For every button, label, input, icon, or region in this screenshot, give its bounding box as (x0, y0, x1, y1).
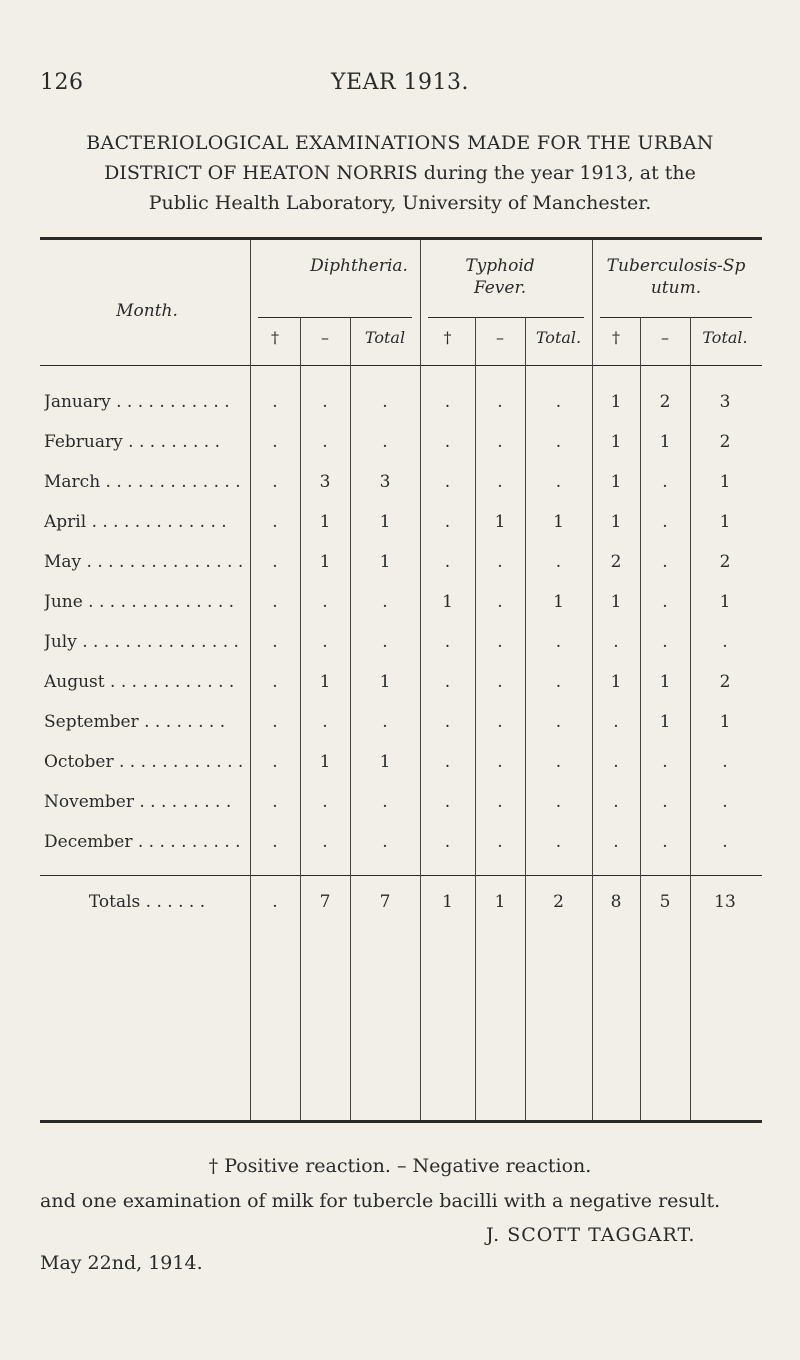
table-cell: . (662, 752, 668, 772)
table-cell: . (497, 632, 503, 652)
table-cell: 1 (659, 672, 671, 692)
totals-cell: 1 (442, 892, 453, 912)
title-line-1: BACTERIOLOGICAL EXAMINATIONS MADE FOR THE URBAN (86, 132, 714, 154)
table-cell: . (272, 552, 278, 572)
legend-line: † Positive reaction. – Negative reaction. (208, 1155, 592, 1177)
table-cell: 1 (379, 752, 391, 772)
table-cell: . (497, 752, 503, 772)
table-cell: 1 (719, 712, 731, 732)
subheader-2-1: – (661, 328, 669, 347)
subheader-1-2: Total. (535, 328, 582, 347)
table-cell: . (444, 632, 451, 652)
table-top-rule (40, 237, 762, 240)
totals-cell: 7 (319, 892, 331, 912)
table-cell: 2 (719, 432, 731, 452)
table-cell: 1 (379, 512, 391, 532)
table-cell: . (382, 712, 388, 732)
table-cell: . (382, 792, 388, 812)
group-header-tuberculosis (592, 255, 760, 299)
month-label: April . . . . . . . . . . . . . (44, 512, 227, 532)
table-cell: . (662, 592, 668, 612)
table-cell: . (662, 472, 668, 492)
table-cell: 3 (719, 392, 731, 412)
table-cell: . (555, 832, 562, 852)
table-cell: . (662, 792, 668, 812)
month-label: June . . . . . . . . . . . . . . (44, 592, 235, 612)
table-cell: . (497, 672, 503, 692)
table-cell: . (662, 832, 668, 852)
table-cell: . (444, 472, 451, 492)
month-header: Month. (116, 301, 178, 321)
table-cell: . (322, 632, 328, 652)
table-cell: 1 (659, 712, 671, 732)
table-cell: 1 (319, 672, 331, 692)
table-cell: . (322, 832, 328, 852)
month-label: January . . . . . . . . . . . (44, 392, 230, 412)
table-cell: 1 (319, 512, 331, 532)
totals-cell: 7 (379, 892, 391, 912)
table-cell: 1 (659, 432, 671, 452)
group-rule-2 (600, 317, 752, 318)
table-cell: . (613, 832, 619, 852)
table-cell: . (555, 632, 562, 652)
table-cell: . (322, 432, 328, 452)
table-cell: . (662, 552, 668, 572)
table-cell: . (272, 752, 278, 772)
table-cell: 2 (610, 552, 622, 572)
table-cell: . (555, 552, 562, 572)
running-head-title: YEAR 1913. (330, 70, 469, 95)
table-cell: . (555, 792, 562, 812)
page-title (40, 128, 760, 218)
table-cell: . (497, 432, 503, 452)
table-cell: . (444, 512, 451, 532)
table-cell: . (444, 672, 451, 692)
totals-cell: . (272, 892, 278, 912)
table-cell: . (444, 432, 451, 452)
table-cell: . (555, 472, 562, 492)
table-cell: 1 (610, 432, 622, 452)
table-cell: . (382, 632, 388, 652)
table-cell: 1 (610, 392, 622, 412)
table-cell: . (497, 392, 503, 412)
table-cell: 1 (719, 472, 731, 492)
table-cell: . (272, 712, 278, 732)
table-cell: . (444, 712, 451, 732)
typhoid-label: Typhoid Fever. (465, 256, 535, 298)
table-cell: . (555, 752, 562, 772)
group-header-typhoid (420, 255, 580, 299)
table-cell: . (272, 832, 278, 852)
month-label: May . . . . . . . . . . . . . . . (44, 552, 244, 572)
month-label: November . . . . . . . . . (44, 792, 232, 812)
table-cell: 1 (379, 672, 391, 692)
table-cell: . (722, 752, 728, 772)
tuberculosis-label: Tuberculosis-Sputum. (606, 256, 746, 298)
milk-note: and one examination of milk for tubercle bacilli with a negative result. (40, 1190, 721, 1212)
table-bottom-rule (40, 1120, 762, 1123)
table-cell: . (322, 592, 328, 612)
table-cell: . (722, 792, 728, 812)
table-cell: . (722, 632, 728, 652)
month-label: August . . . . . . . . . . . . (44, 672, 235, 692)
group-header-diphtheria: Diphtheria. (310, 256, 408, 276)
table-cell: 1 (719, 592, 731, 612)
table-cell: . (555, 712, 562, 732)
table-cell: . (382, 832, 388, 852)
page-number: 126 (40, 70, 84, 95)
table-cell: . (613, 752, 619, 772)
totals-cell: 1 (494, 892, 506, 912)
totals-cell: 13 (714, 892, 736, 912)
table-cell: . (497, 552, 503, 572)
table-cell: 1 (610, 512, 622, 532)
table-cell: 1 (553, 512, 564, 532)
table-cell: . (444, 832, 451, 852)
month-label: September . . . . . . . . (44, 712, 226, 732)
signature: J. SCOTT TAGGART. (486, 1224, 696, 1246)
table-cell: . (272, 512, 278, 532)
table-cell: . (272, 392, 278, 412)
month-label: December . . . . . . . . . . (44, 832, 241, 852)
month-label: July . . . . . . . . . . . . . . . (44, 632, 239, 652)
table-cell: 1 (319, 552, 331, 572)
table-cell: . (613, 712, 619, 732)
table-cell: . (555, 672, 562, 692)
totals-cell: 5 (659, 892, 671, 912)
table-cell: 3 (319, 472, 331, 492)
table-cell: . (272, 432, 278, 452)
table-cell: . (613, 792, 619, 812)
table-cell: . (322, 392, 328, 412)
table-cell: 2 (719, 672, 731, 692)
table-cell: . (444, 392, 451, 412)
table-cell: 1 (379, 552, 391, 572)
table-cell: . (382, 592, 388, 612)
table-cell: . (382, 392, 388, 412)
table-cell: . (555, 432, 562, 452)
table-cell: . (497, 792, 503, 812)
report-date: May 22nd, 1914. (40, 1252, 203, 1274)
table-cell: 1 (719, 512, 731, 532)
table-cell: 3 (379, 472, 391, 492)
table-cell: . (382, 432, 388, 452)
table-cell: . (322, 792, 328, 812)
table-cell: . (444, 752, 451, 772)
table-cell: 1 (610, 592, 622, 612)
totals-cell: 8 (610, 892, 622, 912)
month-label: October . . . . . . . . . . . . (44, 752, 244, 772)
table-cell: . (322, 712, 328, 732)
totals-cell: 2 (553, 892, 564, 912)
table-cell: 2 (659, 392, 671, 412)
table-cell: 1 (494, 512, 506, 532)
table-cell: 1 (553, 592, 564, 612)
title-line-2: DISTRICT OF HEATON NORRIS during the year 1913, at the (104, 162, 696, 184)
table-cell: 2 (719, 552, 731, 572)
title-line-3: Public Health Laboratory, University of Manchester. (148, 192, 652, 214)
month-label: March . . . . . . . . . . . . . (44, 472, 241, 492)
table-cell: 1 (319, 752, 331, 772)
subheader-0-1: – (321, 328, 329, 347)
table-cell: . (444, 552, 451, 572)
table-cell: . (272, 472, 278, 492)
subheader-2-0: † (612, 328, 620, 347)
table-cell: . (272, 632, 278, 652)
group-rule-1 (428, 317, 584, 318)
table-cell: . (722, 832, 728, 852)
table-cell: . (497, 592, 503, 612)
table-cell: 1 (442, 592, 453, 612)
table-cell: . (497, 472, 503, 492)
month-label: February . . . . . . . . . (44, 432, 221, 452)
table-cell: . (662, 632, 668, 652)
table-cell: 1 (610, 672, 622, 692)
header-bottom-rule (40, 365, 762, 366)
subheader-1-0: † (443, 328, 452, 347)
table-cell: . (272, 672, 278, 692)
table-cell: . (497, 712, 503, 732)
table-cell: . (662, 512, 668, 532)
group-rule-0 (258, 317, 412, 318)
totals-rule (40, 875, 762, 876)
table-cell: . (555, 392, 562, 412)
table-cell: . (613, 632, 619, 652)
subheader-0-2: Total (364, 328, 406, 347)
table-cell: . (272, 792, 278, 812)
subheader-1-1: – (496, 328, 504, 347)
table-cell: . (272, 592, 278, 612)
subheader-2-2: Total. (702, 328, 748, 347)
table-cell: . (497, 832, 503, 852)
totals-label: Totals . . . . . . (88, 892, 206, 912)
subheader-0-0: † (271, 328, 279, 347)
table-cell: 1 (610, 472, 622, 492)
table-cell: . (444, 792, 451, 812)
